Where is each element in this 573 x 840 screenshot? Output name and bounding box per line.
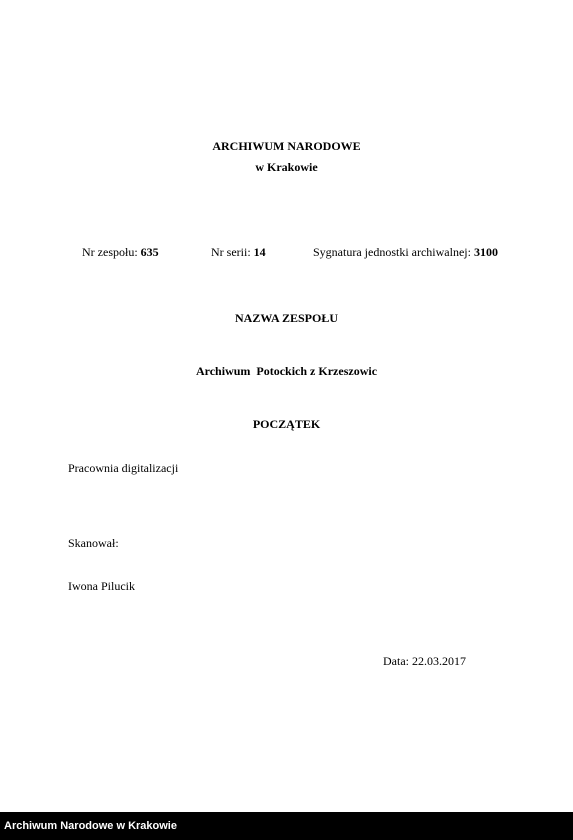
- fonds-number-value: 635: [140, 245, 159, 259]
- series-number-label: Nr serii:: [211, 245, 251, 259]
- scanned-by-label: Skanował:: [68, 536, 119, 550]
- footer-bar: [0, 812, 573, 840]
- start-marker: POCZĄTEK: [252, 417, 321, 431]
- fonds-name: Archiwum Potockich z Krzeszowic: [195, 364, 378, 378]
- fonds-number-label: Nr zespołu:: [82, 245, 138, 259]
- scan-date: Data: 22.03.2017: [383, 654, 466, 668]
- series-number: [211, 245, 266, 259]
- institution-city: w Krakowie: [255, 160, 318, 174]
- fonds-heading: NAZWA ZESPOŁU: [234, 311, 339, 325]
- unit-signature: [313, 245, 498, 259]
- institution-title: ARCHIWUM NARODOWE: [212, 139, 361, 153]
- footer-text: Archiwum Narodowe w Krakowie: [4, 820, 177, 832]
- series-number-value: 14: [253, 245, 266, 259]
- digitization-workshop: Pracownia digitalizacji: [68, 461, 179, 475]
- unit-signature-value: 3100: [473, 245, 498, 259]
- fonds-number: [82, 245, 159, 259]
- unit-signature-label: Sygnatura jednostki archiwalnej:: [313, 245, 471, 259]
- scanner-name: Iwona Pilucik: [68, 579, 135, 593]
